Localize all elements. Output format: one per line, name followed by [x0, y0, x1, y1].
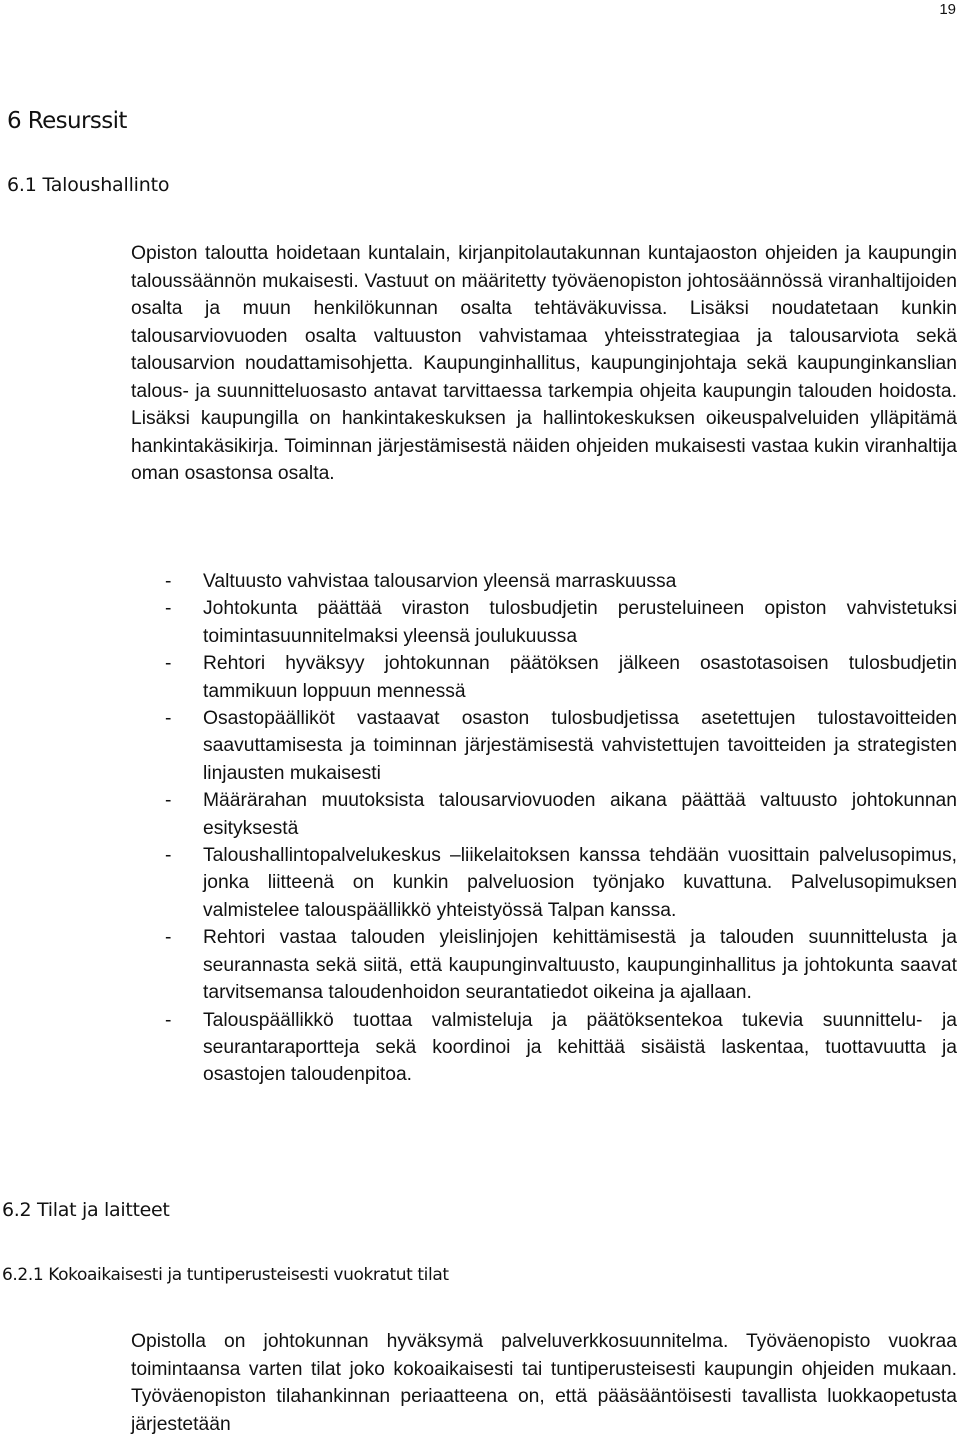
list-item-text: Johtokunta päättää viraston tulosbudjetin perusteluineen opiston vahvistetuksi toimintasuunnitelmaksi yleensä joulukuussa [203, 598, 957, 647]
list-item [165, 705, 957, 787]
bullet-dash: - [165, 653, 172, 675]
list-item-text: Talouspäällikkö tuottaa valmisteluja ja päätöksentekoa tukevia suunnittelu- ja seurantaraportteja sekä koordinoi ja kehittää sisäistä laskentaa, tuottavuutta ja osastojen taloudenpitoa. [203, 1009, 957, 1086]
bullet-dash: - [165, 845, 172, 867]
responsibility-list [165, 568, 957, 1089]
bullet-dash: - [165, 927, 172, 949]
list-item-text: Osastopäälliköt vastaavat osaston tulosbudjetissa asetettujen tulostavoitteiden saavuttamisesta ja toiminnan järjestämisestä vahvistettujen tavoitteiden ja strategisten linjausten mukaisesti [203, 708, 957, 784]
bullet-dash: - [165, 1009, 172, 1031]
list-item [165, 924, 957, 1006]
subsubsection-title-vuokratut-tilat: 6.2.1 Kokoaikaisesti ja tuntiperusteisesti vuokratut tilat [2, 1265, 449, 1285]
page-number: 19 [939, 1, 956, 18]
bullet-dash: - [165, 571, 172, 592]
list-item [165, 568, 957, 595]
list-item-text: Määrärahan muutoksista talousarviovuoden aikana päättää valtuusto johtokunnan esityksestä [203, 790, 957, 839]
list-item [165, 787, 957, 842]
subsection-title-tilat: 6.2 Tilat ja laitteet [2, 1199, 170, 1221]
list-item [165, 595, 957, 650]
list-item-text: Rehtori vastaa talouden yleislinjojen kehittämisestä ja talouden suunnittelusta ja seurannasta sekä siitä, että kaupunginvaltuusto, kaupunginhallitus ja johtokunta saavat tarvitsemansa taloudenhoidon seurantatiedot oikeina ja ajallaan. [203, 927, 957, 1004]
paragraph-vuokratut-tilat: Opistolla on johtokunnan hyväksymä palveluverkkosuunnitelma. Työväenopisto vuokraa toimintaansa varten tilat joko kokoaikaisesti tai tuntiperusteisesti kaupungin ohjeiden mukaan. Työväenopiston tilahankinnan periaatteena on, että pääsääntöisesti tavallista luokkaopetusta järjestetään [131, 1331, 957, 1435]
bullet-dash: - [165, 598, 172, 620]
list-item-text: Rehtori hyväksyy johtokunnan päätöksen jälkeen osastotasoisen tulosbudjetin tammikuun loppuun mennessä [203, 653, 957, 702]
list-item-text: Taloushallintopalvelukeskus –liikelaitoksen kanssa tehdään vuosittain palvelusopimus, jonka liitteenä on kunkin palveluosion työnjako kuvattuna. Palvelusopimuksen valmistelee talouspäällikkö yhteistyössä Talpan kanssa. [203, 845, 957, 921]
bullet-dash: - [165, 708, 172, 730]
paragraph-taloushallinto: Opiston taloutta hoidetaan kuntalain, kirjanpitolautakunnan kuntajaoston ohjeiden ja kaupungin taloussäännön mukaisesti. Vastuut on määritetty työväenopiston johtosäännössä viranhaltijoiden osalta ja muun henkilökunnan osalta tehtäväkuvissa. Lisäksi noudatetaan kunkin talousarviovuoden osalta valtuuston vahvistamaa yhteisstrategiaa ja talousarviota sekä talousarvion noudattamisohjetta. Kaupunginhallitus, kaupunginjohtaja sekä kaupunginkanslian talous- ja suunnitteluosasto antavat tarvittaessa tarkempia ohjeita kaupungin talouden hoidosta. Lisäksi kaupungilla on hankintakeskuksen ja hallintokeskuksen oikeuspalveluiden ylläpitämä hankintakäsikirja. Toiminnan järjestämisestä näiden ohjeiden mukaisesti vastaa kukin viranhaltija oman osastonsa osalta. [131, 243, 957, 484]
list-item-text: Valtuusto vahvistaa talousarvion yleensä marraskuussa [203, 571, 677, 592]
list-item [165, 650, 957, 705]
bullet-dash: - [165, 790, 172, 812]
list-item [165, 842, 957, 924]
section-title: 6 Resurssit [7, 108, 127, 134]
subsection-title-taloushallinto: 6.1 Taloushallinto [7, 174, 170, 196]
list-item [165, 1007, 957, 1089]
